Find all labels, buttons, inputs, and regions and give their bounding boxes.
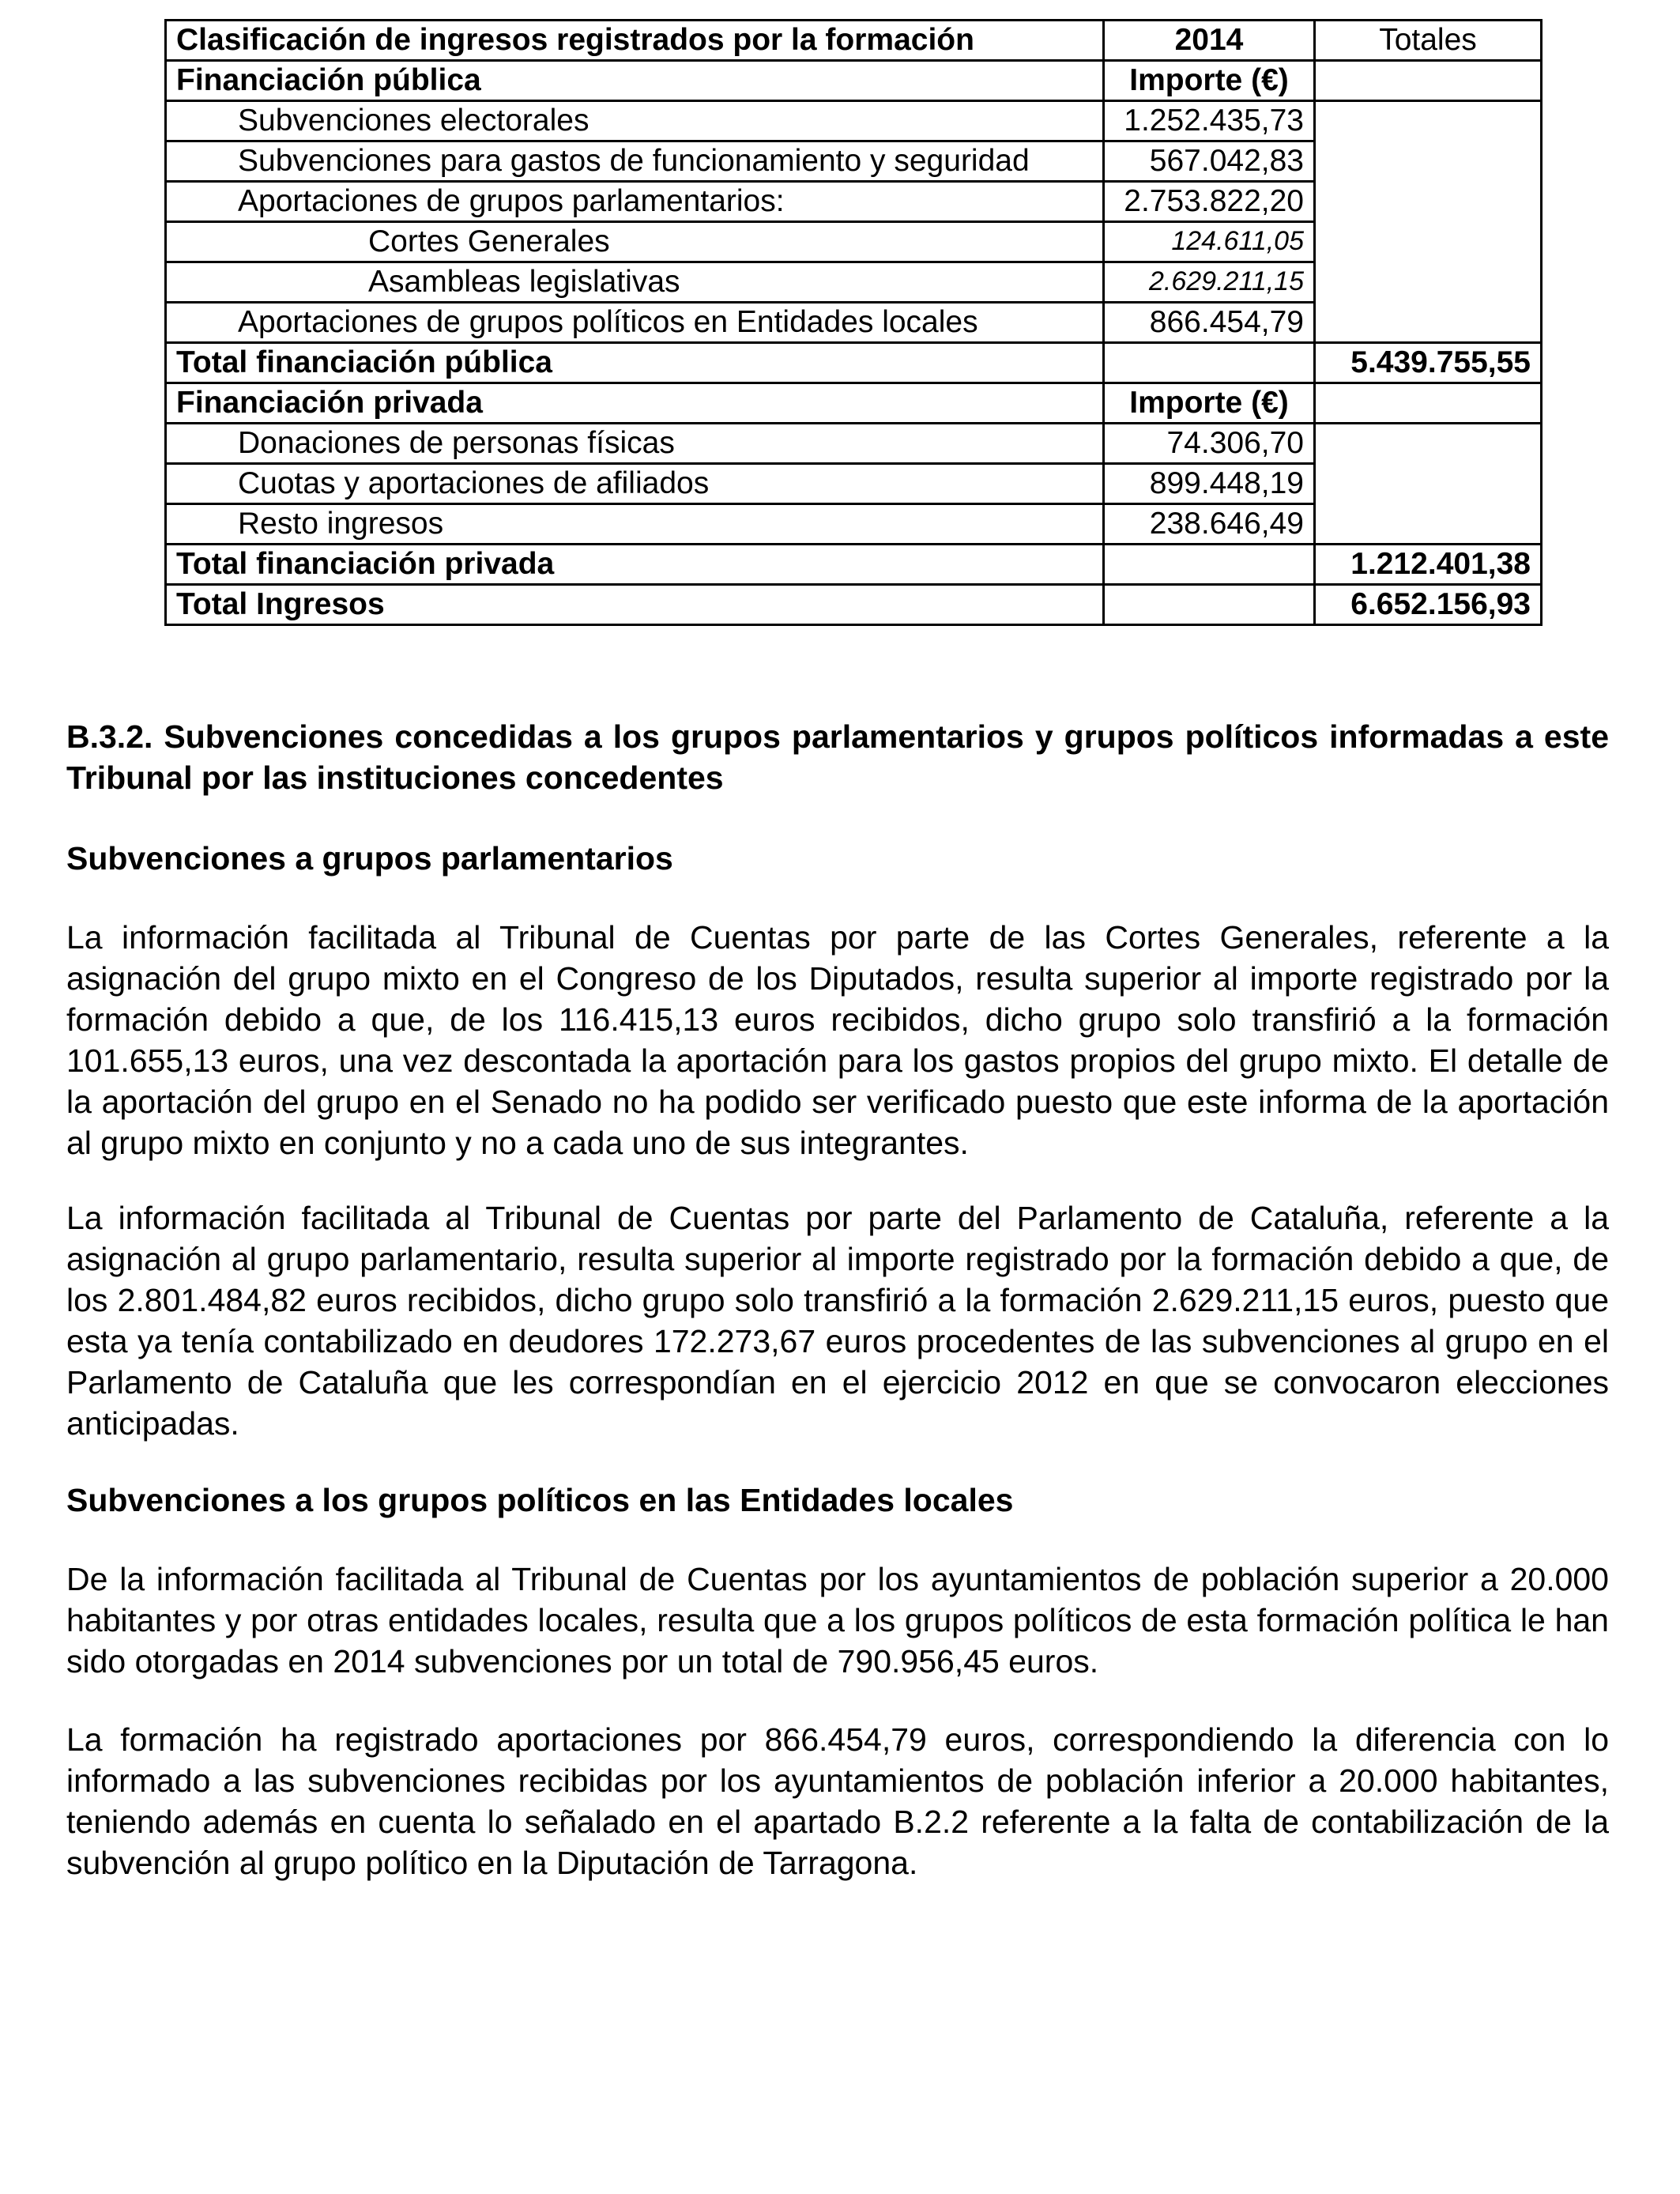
- row-label: Subvenciones electorales: [166, 101, 1104, 141]
- paragraph: La información facilitada al Tribunal de Cuentas por parte del Parlamento de Cataluña, referente a la asignación al grupo parlamentario, resulta superior al importe registrado por la formación debido a que, de los 2.801.484,82 euros recibidos, dicho grupo solo transfirió a la formación 2.629.211,15 euros, puesto que esta ya tenía contabilizado en deudores 172.273,67 euros procedentes de las subvenciones al grupo en el Parlamento de Cataluña que les correspondían en el ejercicio 2012 en que se convocaron elecciones anticipadas.: [66, 1200, 1609, 1442]
- public-total-label: Total financiación pública: [166, 343, 1104, 383]
- empty-cell: [1104, 545, 1315, 585]
- table-row: [166, 303, 1542, 343]
- paragraph: La formación ha registrado aportaciones por 866.454,79 euros, correspondiendo la diferencia con lo informado a las subvenciones recibidas por los ayuntamientos de población inferior a 20.000 habitantes, teniendo además en cuenta lo señalado en el apartado B.2.2 referente a la falta de contabilización de la subvención al grupo político en la Diputación de Tarragona.: [66, 1721, 1609, 1881]
- table-row: [166, 141, 1542, 182]
- table-row: [166, 222, 1542, 262]
- private-total-row: [166, 545, 1542, 585]
- section-heading: B.3.2. Subvenciones concedidas a los grupos parlamentarios y grupos políticos informadas a este Tribunal por las instituciones concedentes: [66, 718, 1609, 796]
- empty-cell: [1315, 383, 1542, 424]
- paragraph: De la información facilitada al Tribunal de Cuentas por los ayuntamientos de población superior a 20.000 habitantes y por otras entidades locales, resulta que a los grupos políticos de esta formación política le han sido otorgadas en 2014 subvenciones por un total de 790.956,45 euros.: [66, 1561, 1609, 1679]
- empty-cell: [1315, 303, 1542, 343]
- row-label: Aportaciones de grupos parlamentarios:: [166, 182, 1104, 222]
- public-section-label: Financiación pública: [166, 61, 1104, 101]
- header-totals: Totales: [1315, 21, 1542, 61]
- row-value: 899.448,19: [1104, 464, 1315, 504]
- empty-cell: [1315, 61, 1542, 101]
- row-value: 567.042,83: [1104, 141, 1315, 182]
- table-header-row: [166, 21, 1542, 61]
- empty-cell: [1315, 101, 1542, 141]
- row-label: Cortes Generales: [166, 222, 1104, 262]
- public-amount-header: Importe (€): [1104, 61, 1315, 101]
- table-row: [166, 101, 1542, 141]
- empty-cell: [1315, 222, 1542, 262]
- grand-total-label: Total Ingresos: [166, 585, 1104, 625]
- subsection-heading-parliamentary: Subvenciones a grupos parlamentarios: [66, 840, 673, 876]
- row-label: Resto ingresos: [166, 504, 1104, 545]
- row-value: 2.629.211,15: [1104, 262, 1315, 303]
- row-value: 124.611,05: [1104, 222, 1315, 262]
- private-total-label: Total financiación privada: [166, 545, 1104, 585]
- row-label: Cuotas y aportaciones de afiliados: [166, 464, 1104, 504]
- public-total-value: 5.439.755,55: [1315, 343, 1542, 383]
- empty-cell: [1104, 343, 1315, 383]
- private-section-row: [166, 383, 1542, 424]
- row-value: 2.753.822,20: [1104, 182, 1315, 222]
- table-row: [166, 504, 1542, 545]
- row-label: Aportaciones de grupos políticos en Entidades locales: [166, 303, 1104, 343]
- grand-total-value: 6.652.156,93: [1315, 585, 1542, 625]
- empty-cell: [1315, 141, 1542, 182]
- table-row: [166, 262, 1542, 303]
- private-total-value: 1.212.401,38: [1315, 545, 1542, 585]
- empty-cell: [1315, 262, 1542, 303]
- row-value: 74.306,70: [1104, 424, 1315, 464]
- public-total-row: [166, 343, 1542, 383]
- empty-cell: [1315, 182, 1542, 222]
- row-label: Donaciones de personas físicas: [166, 424, 1104, 464]
- private-section-label: Financiación privada: [166, 383, 1104, 424]
- table-row: [166, 424, 1542, 464]
- row-label: Asambleas legislativas: [166, 262, 1104, 303]
- row-value: 1.252.435,73: [1104, 101, 1315, 141]
- income-table-container: [164, 19, 1531, 626]
- row-label: Subvenciones para gastos de funcionamiento y seguridad: [166, 141, 1104, 182]
- public-section-row: [166, 61, 1542, 101]
- income-classification-table: [164, 19, 1543, 626]
- row-value: 238.646,49: [1104, 504, 1315, 545]
- empty-cell: [1315, 424, 1542, 464]
- grand-total-row: [166, 585, 1542, 625]
- empty-cell: [1315, 464, 1542, 504]
- subsection-heading-local: Subvenciones a los grupos políticos en las Entidades locales: [66, 1482, 1014, 1518]
- empty-cell: [1104, 585, 1315, 625]
- row-value: 866.454,79: [1104, 303, 1315, 343]
- paragraph: La información facilitada al Tribunal de Cuentas por parte de las Cortes Generales, referente a la asignación del grupo mixto en el Congreso de los Diputados, resulta superior al importe registrado por la formación debido a que, de los 116.415,13 euros recibidos, dicho grupo solo transfirió a la formación 101.655,13 euros, una vez descontada la aportación para los gastos propios del grupo mixto. El detalle de la aportación del grupo en el Senado no ha podido ser verificado puesto que este informa de la aportación al grupo mixto en conjunto y no a cada uno de sus integrantes.: [66, 919, 1609, 1161]
- table-row: [166, 182, 1542, 222]
- empty-cell: [1315, 504, 1542, 545]
- header-year: 2014: [1104, 21, 1315, 61]
- private-amount-header: Importe (€): [1104, 383, 1315, 424]
- header-classification: Clasificación de ingresos registrados por la formación: [166, 21, 1104, 61]
- table-row: [166, 464, 1542, 504]
